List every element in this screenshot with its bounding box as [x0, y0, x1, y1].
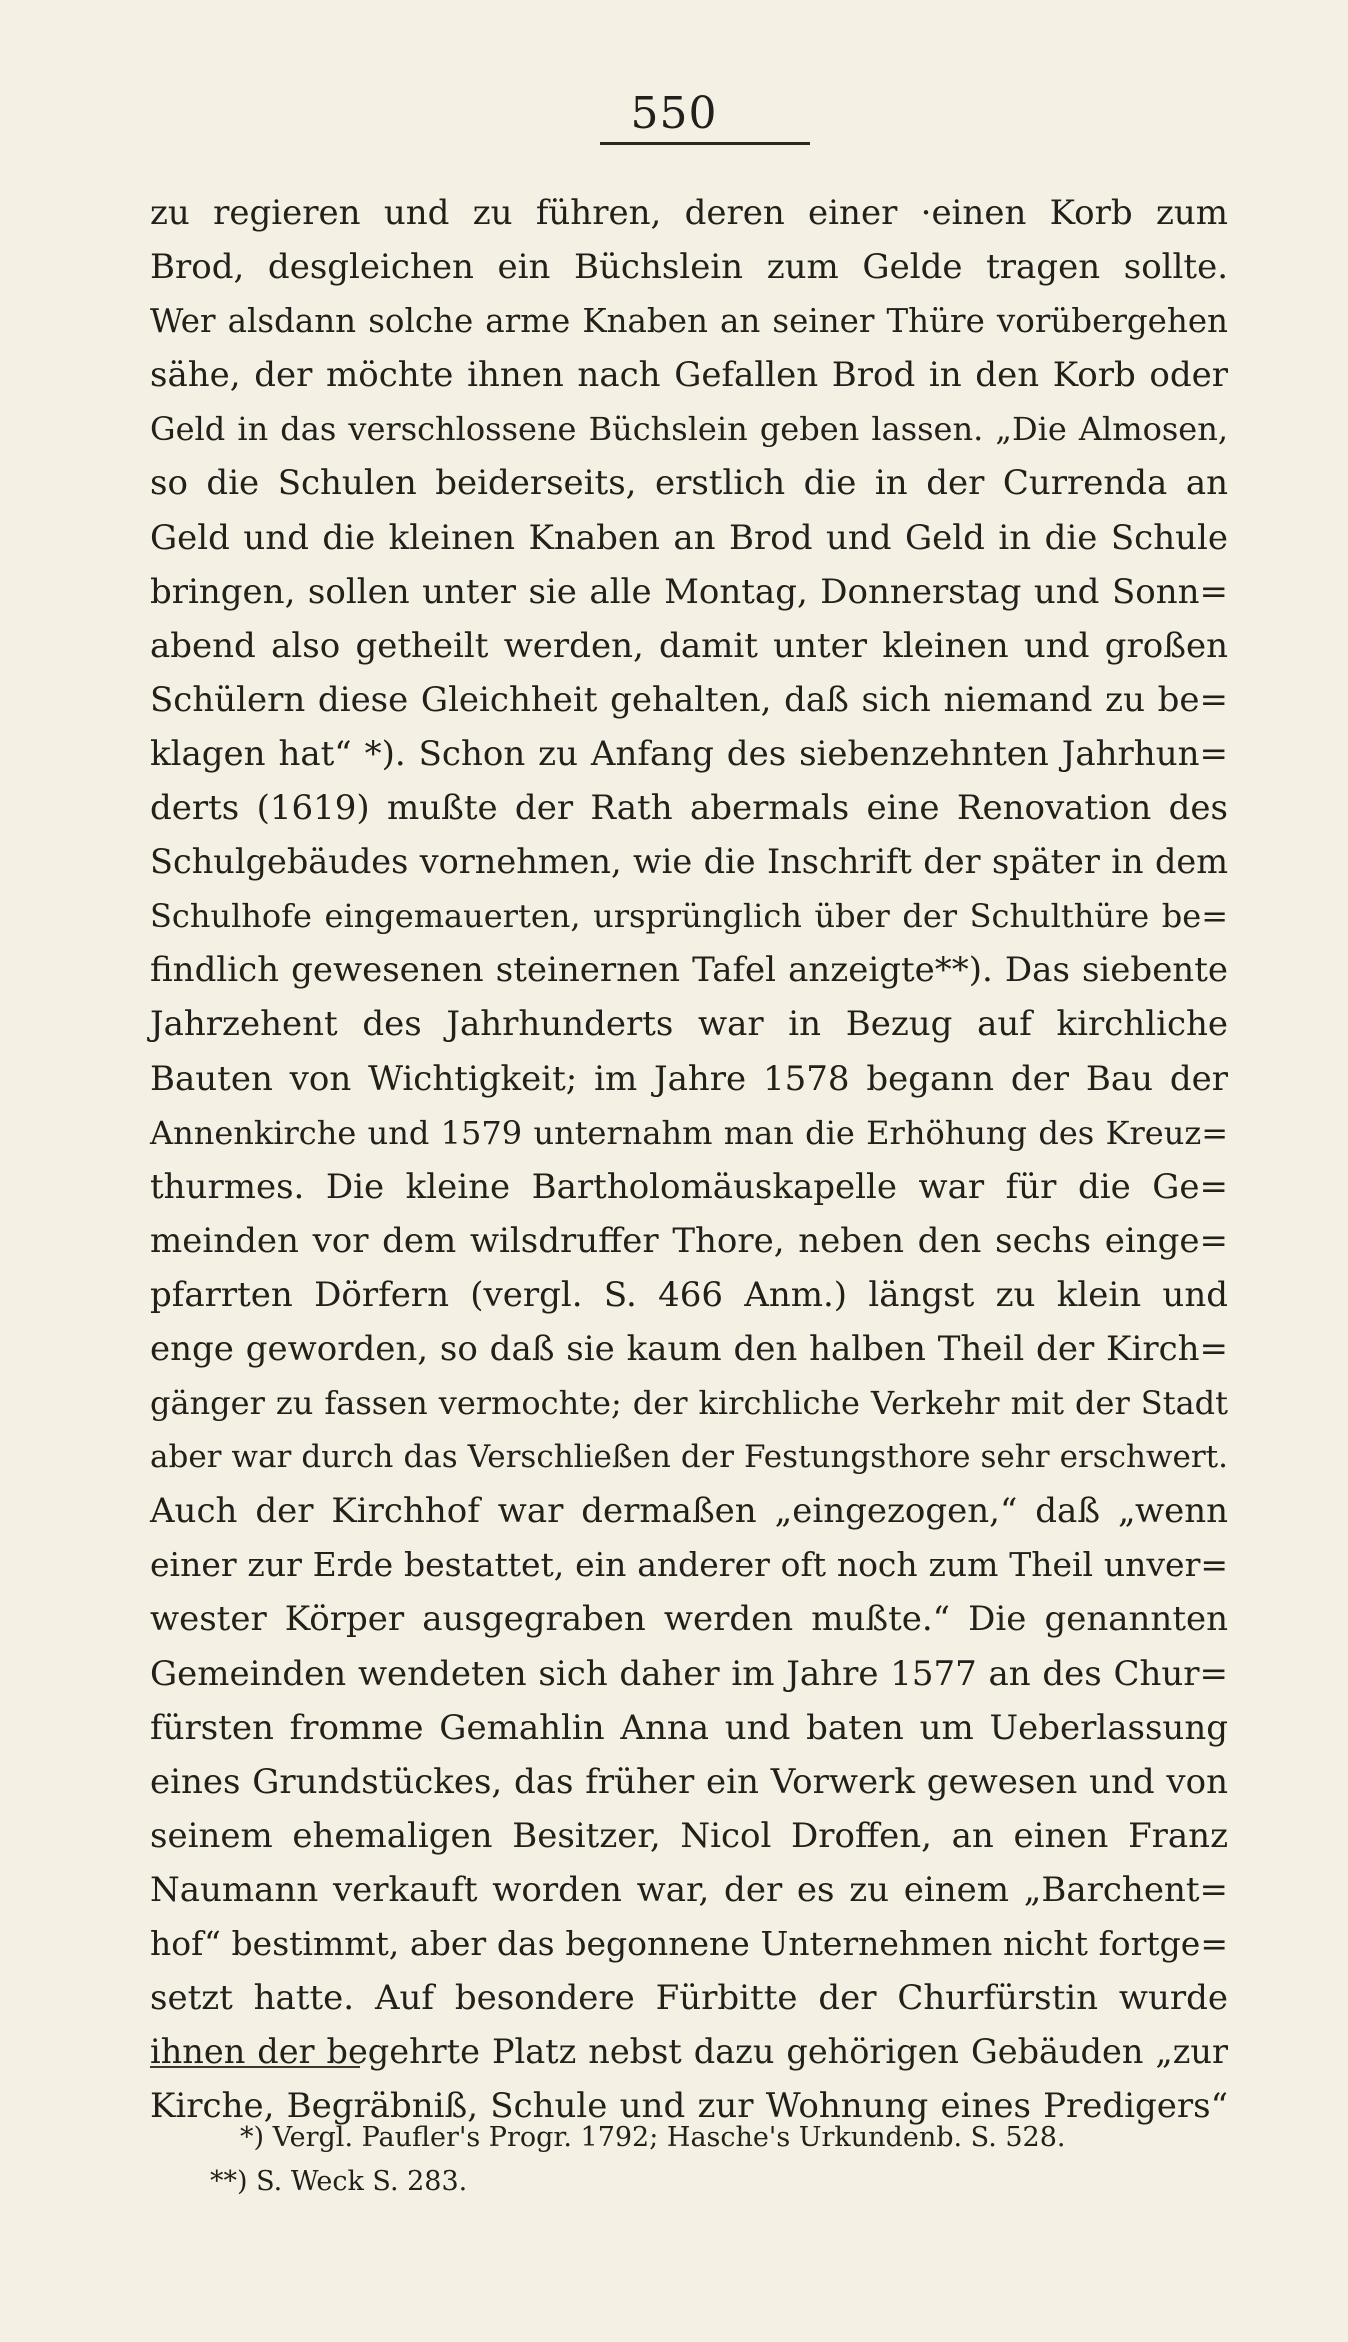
text-line: gänger zu fassen vermochte; der kirchliche Verkehr mit der Stadt: [150, 1384, 1228, 1423]
text-line: hof“ bestimmt, aber das begonnene Unternehmen nicht fortge=: [150, 1924, 1228, 1963]
text-line: wester Körper ausgegraben werden mußte.“ Die genannten: [150, 1599, 1228, 1640]
text-line: Geld und die kleinen Knaben an Brod und Geld in die Schule: [150, 517, 1228, 558]
text-line: abend also getheilt werden, damit unter kleinen und großen: [150, 625, 1228, 666]
header-rule: [600, 142, 810, 145]
text-line: zu regieren und zu führen, deren einer ·einen Korb zum: [150, 193, 1228, 233]
text-line: Naumann verkauft worden war, der es zu einem „Barchent=: [150, 1869, 1228, 1910]
text-line: Kirche, Begräbniß, Schule und zur Wohnung eines Predigers“: [150, 2086, 1228, 2127]
footnote-rule: [150, 2066, 360, 2068]
text-line: enge geworden, so daß sie kaum den halben Theil der Kirch=: [150, 1328, 1228, 1369]
text-line: Auch der Kirchhof war dermaßen „eingezogen,“ daß „wenn: [150, 1491, 1228, 1532]
text-line: Schulhofe eingemauerten, ursprünglich über der Schulthüre be=: [150, 897, 1228, 936]
body-text: [150, 186, 1228, 2133]
text-line: Gemeinden wendeten sich daher im Jahre 1577 an des Chur=: [150, 1653, 1228, 1694]
text-line: meinden vor dem wilsdruffer Thore, neben den sechs einge=: [150, 1220, 1228, 1261]
text-line: Bauten von Wichtigkeit; im Jahre 1578 begann der Bau der: [150, 1058, 1228, 1099]
text-line: pfarrten Dörfern (vergl. S. 466 Anm.) längst zu klein und: [150, 1274, 1228, 1315]
text-line: setzt hatte. Auf besondere Fürbitte der Churfürstin wurde: [150, 1978, 1228, 2019]
text-line: bringen, sollen unter sie alle Montag, Donnerstag und Sonn=: [150, 571, 1228, 612]
text-line: seinem ehemaligen Besitzer, Nicol Droffen, an einen Franz: [150, 1815, 1228, 1856]
text-line: Geld in das verschlossene Büchslein geben lassen. „Die Almosen,: [150, 410, 1228, 449]
text-line: thurmes. Die kleine Bartholomäuskapelle war für die Ge=: [150, 1166, 1228, 1207]
text-line: aber war durch das Verschließen der Festungsthore sehr erschwert.: [150, 1439, 1228, 1476]
text-line: klagen hat“ *). Schon zu Anfang des siebenzehnten Jahrhun=: [150, 733, 1228, 774]
footnotes: [210, 2116, 1250, 2204]
text-line: eines Grundstückes, das früher ein Vorwerk gewesen und von: [150, 1761, 1228, 1802]
text-line: Schülern diese Gleichheit gehalten, daß sich niemand zu be=: [150, 679, 1228, 720]
text-line: derts (1619) mußte der Rath abermals eine Renovation des: [150, 788, 1228, 829]
text-line: fürsten fromme Gemahlin Anna und baten um Ueberlassung: [150, 1707, 1228, 1748]
text-line: Wer alsdann solche arme Knaben an seiner Thüre vorübergehen: [150, 302, 1228, 341]
page-number: 550: [630, 88, 718, 139]
text-line: ihnen der begehrte Platz nebst dazu gehörigen Gebäuden „zur: [150, 2032, 1228, 2072]
text-line: Annenkirche und 1579 unternahm man die Erhöhung des Kreuz=: [150, 1113, 1228, 1152]
text-line: einer zur Erde bestattet, ein anderer oft noch zum Theil unver=: [150, 1545, 1228, 1585]
text-line: Jahrzehent des Jahrhunderts war in Bezug auf kirchliche: [150, 1004, 1228, 1045]
text-line: so die Schulen beiderseits, erstlich die in der Currenda an: [150, 463, 1228, 504]
text-line: Schulgebäudes vornehmen, wie die Inschrift der später in dem: [150, 842, 1228, 882]
footnote: **) S. Weck S. 283.: [210, 2166, 468, 2197]
text-line: findlich gewesenen steinernen Tafel anzeigte**). Das siebente: [150, 950, 1228, 991]
text-line: sähe, der möchte ihnen nach Gefallen Brod in den Korb oder: [150, 355, 1228, 396]
footnote: *) Vergl. Paufler's Progr. 1792; Hasche's Urkundenb. S. 528.: [240, 2122, 1066, 2153]
text-line: Brod, desgleichen ein Büchslein zum Gelde tragen sollte.: [150, 247, 1228, 288]
